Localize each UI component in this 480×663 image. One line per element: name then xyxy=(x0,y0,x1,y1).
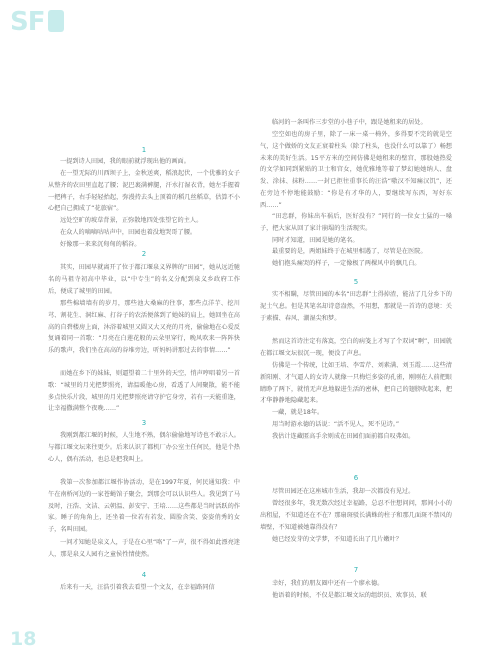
paragraph: 曾经很多年，我无数次经过幸福路，总忍不住想问问，那间小小的出租屋，不知道还在不在？那扇斑驳长满蛛的柱子和那几面斑不禁风的墙壁，不知道被她靠得没有？ xyxy=(260,500,452,531)
paragraph: 好像那一来来沉甸甸的稻谷。 xyxy=(60,241,141,248)
paragraph: 后来有一天，汪浩引着我去看望一个文友，在幸福路同信 xyxy=(60,584,215,591)
paragraph: 同时才知道，田园是她的笔名。 xyxy=(272,237,359,244)
section-number: 7 xyxy=(353,566,359,574)
section-number: 5 xyxy=(353,278,359,286)
paragraph: 那些棉墙墙有的岁月，那些池大桑麻的往事，那些点洋芋、挖川芎、割花生、洞红麻、打谷子的农活便落到了她妹的肩上，她回坐在高高的自碧楼房上面，沐浴着城里又圆又大又亮的月亮，偷偷地在心爱反复诵着同一首歌：“月亮在白莲花般的云朵里穿行，晚风吹来一阵阵快乐的歌声，我们坐在高高的谷堆旁边，听妈妈讲那过去的事情……” xyxy=(48,300,240,355)
paragraph: 用当时游永德的话说：“活不见人，死不见诗。” xyxy=(272,421,400,428)
paragraph: 而她在乡下的妹妹，则逼望着二十里外的天空，悄声哼唱着另一首歌：“城里的月光把梦照亮，请温暖他心房，看透了人间聚散，能不能多点快乐片段，城里的月光把梦照亮请守护它身旁，若有一天能重逢，让幸福撒满整个夜晚……” xyxy=(48,370,240,413)
section-number: 1 xyxy=(141,146,147,154)
paragraph: 临河的一条叫作三步堂的小巷子中，跟是她租来的居处。 xyxy=(272,119,427,126)
section-number: 4 xyxy=(141,571,147,579)
paragraph: 仿佛是一个传统，比如王培、李雪芹、刘素满、刘玉霞……这些清新阳刚、才气逼人的女诗人就像一只梅烂多姿的孔雀，刚刚在人前把眼睛睁了两下，就悄无声息地躲进生活的密林，把自己的翅膀收起来，把才华静静地隐藏起来。 xyxy=(260,362,452,405)
paragraph: 他语着的时候，不仅是都江堰文坛的组织员、欢事员、联 xyxy=(272,592,427,599)
paragraph: 其实，田园早就离开了位于都江堰泉义界牌的“田园”，她从远近驰名的马祖寺初高中毕业，以“中专生”的名义分配到泉义乡政府工作后，便成了城里的田园。 xyxy=(48,264,240,295)
paragraph: 我估计连藏匿高手余则成在田园们面前都自叹弗如。 xyxy=(272,433,415,440)
paragraph: 她们抱头痛哭的样子，一定像极了两棵风中的飘几白。 xyxy=(272,260,421,267)
paragraph: “田忠群，你妹出车祸后，医好没有？”同行的一位女士猛的一嗓子，把大家从回了家计崩塌的生活现实。 xyxy=(260,213,452,232)
paragraph: 实不相瞒，尽管田园的本名“田忠群”土得掉渣，能沾了几分乡下的泥土气息。但是其笔名却诗意盎然，不用想，那就是一首诗的意境：关于素描、春风、潮湿尖和梦。 xyxy=(260,291,452,322)
paragraph: 然而这首诗注定有落寞，空白的病笺上才写了个双词“啊”，田园就在都江堰文坛很沉一现，便没了声息。 xyxy=(260,338,452,357)
section-number: 2 xyxy=(141,250,147,258)
paragraph: 一问才知她是泉义人，于是在心里“咯”了一声，很不得如此漂亮迷人，那是泉义人园有之童侯性情使然。 xyxy=(48,539,240,558)
paragraph: 一提到诗人田园，我的眼前就浮现出他的画面。 xyxy=(60,158,190,165)
logo-text: SF xyxy=(10,7,45,37)
paragraph: 我第一次参加都江堰作协活动，是在1997年夏，何民通知我：中午在南桥河边的一家苍蝇馆子聚会，到那会可以认识些人。我见到了马及时，汪浩、文洁、云朝温、彭安宁、王培……这些都是当时活跃的作家。睡子的角角上，还坐着一位若有若发、圆脸含笑、姿姿俏秀的女子，名叫田园。 xyxy=(48,479,240,534)
paragraph: 空空如也的房子里，除了一床一桌一椅外，多得要不完的就是空气，这个做娇的文友正衰着柱头（除了柱头，也没什么可以靠了）畅想未来的美好生活。15平方米的空间仿佛是她租来的壁宫，那股她热爱的文学如同到紧贴的卫士和宫女，她优雅地等着了梦幻她她纳人、盘发、涂抹、抹粉……一封已拒往重事长的汪浩“嗷汉不知痛汉饥”，还在旁边不停地能鼓励：“你是有才华的人，要继续写东西，写好东西……” xyxy=(260,131,452,209)
paragraph: 远处空旷的坡草背景，正弥散地四处张望它的主人。 xyxy=(60,217,203,224)
paragraph: 尽管田园还在这座城市生活，我却一次都没有见过。 xyxy=(272,488,415,495)
paragraph: 她已经发芽的文学梦，不知道长出了几片嫩叶？ xyxy=(272,536,402,543)
paragraph: 我刚到都江堰的时候，人生地不熟，偶尔偷偷地写诗也不敢示人。与都江堰文坛来往更少。后来认识了都机厂办公室主任何民，他是个热心人，偶有活动，也总是把我叫上。 xyxy=(48,432,240,463)
page-number: 18 xyxy=(10,628,37,650)
logo-mark-icon xyxy=(48,10,64,32)
section-number: 3 xyxy=(141,419,147,427)
paragraph: 最重要的是，两姐妹终于在城里相遇了，尽管是在医院。 xyxy=(272,248,427,255)
paragraph: 在众人的嘀嘀咕咕声中，田园也着没地哭哥了腰。 xyxy=(60,229,197,236)
paragraph: 幸好，我们的朋友圈中还有一个廖永德。 xyxy=(272,580,384,587)
magazine-logo xyxy=(10,7,64,37)
paragraph: 一藏，就是18年。 xyxy=(272,409,324,416)
paragraph: 在一望无际的川西坝子上，金秋送爽，稻浪起伏，一个优雅的女子从整齐的农田里直起了腰；泥巴裹满裤腿，汗水打湿衣背，她左手握着一把稗子，右手轻轻抬起，弥漫持去头上顶着的稻几丝稻草，估算不小心把自己拥成了“花旅宿”。 xyxy=(48,170,240,213)
section-number: 6 xyxy=(353,474,359,482)
